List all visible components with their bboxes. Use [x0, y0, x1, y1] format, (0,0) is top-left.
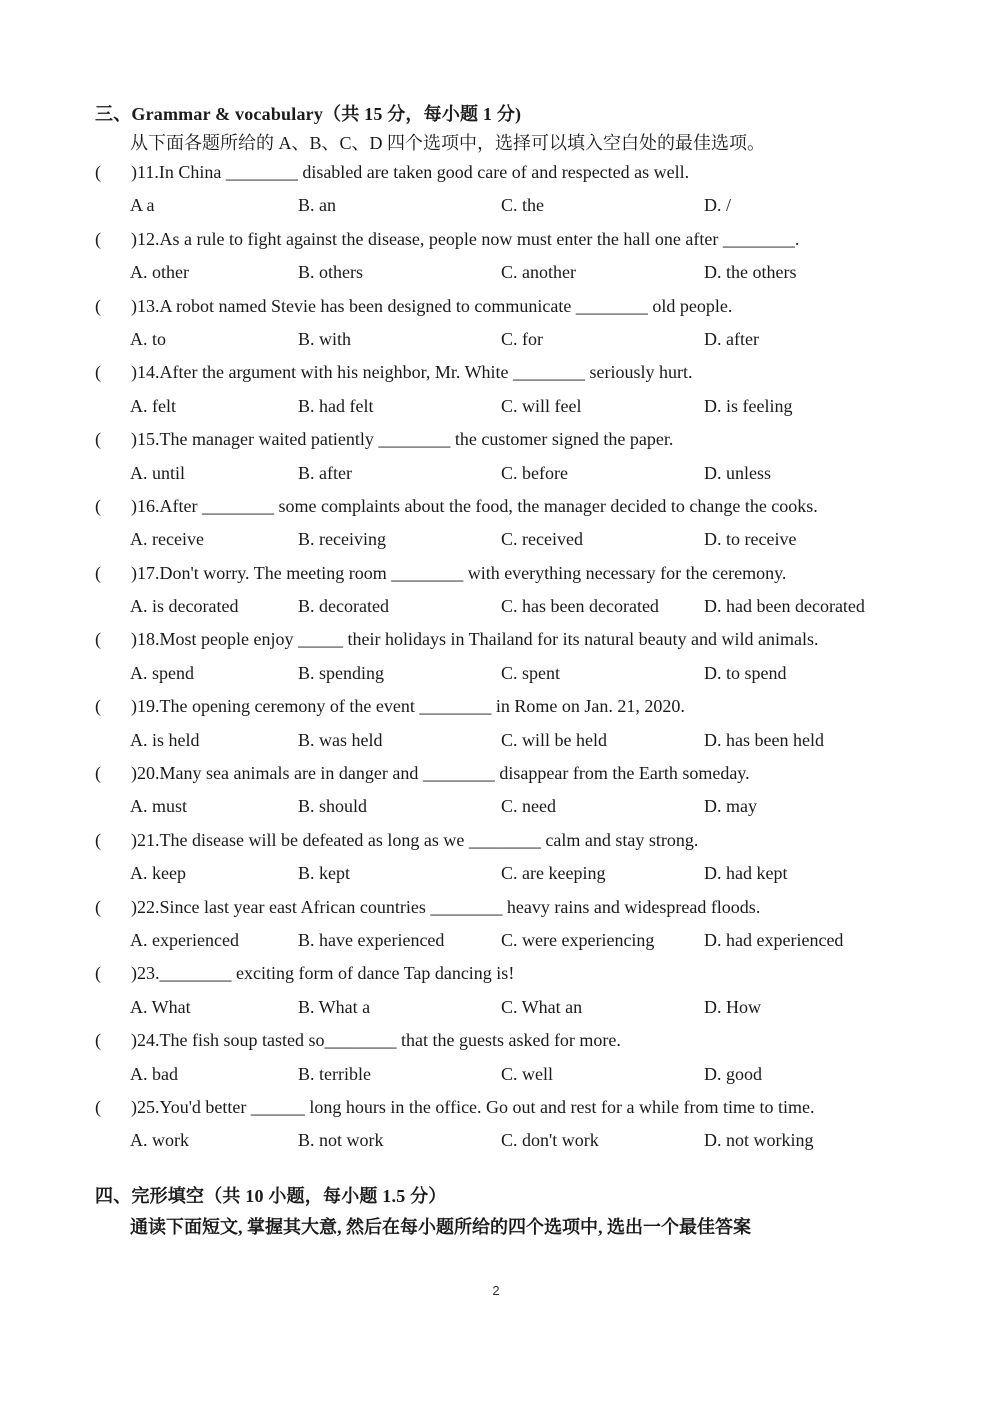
option-c: C. for [501, 328, 543, 349]
question-15-options [0, 461, 992, 494]
answer-blank: ( [95, 1030, 101, 1051]
option-d: D. How [704, 996, 761, 1017]
answer-blank: ( [95, 896, 101, 917]
question-17-stem [0, 561, 992, 594]
question-text: )19.The opening ceremony of the event ________ in Rome on Jan. 21, 2020. [131, 696, 685, 717]
question-text: )22.Since last year east African countries ________ heavy rains and widespread floods. [131, 896, 761, 917]
question-17-options [0, 594, 992, 627]
section-3-title: 三、Grammar & vocabulary（共 15 分，每小题 1 分) [95, 104, 522, 124]
option-b: B. terrible [298, 1063, 371, 1084]
question-16-stem [0, 494, 992, 527]
question-14-stem [0, 360, 992, 393]
question-text: )20.Many sea animals are in danger and ________ disappear from the Earth someday. [131, 763, 750, 784]
question-text: )11.In China ________ disabled are taken good care of and respected as well. [131, 162, 690, 182]
answer-blank: ( [95, 963, 101, 984]
option-b: B. decorated [298, 596, 389, 617]
option-c: C. are keeping [501, 863, 606, 884]
question-22-stem [0, 895, 992, 928]
question-18-stem [0, 627, 992, 660]
option-c: C. were experiencing [501, 929, 655, 950]
option-d: D. had been decorated [704, 596, 865, 617]
option-b: B. should [298, 796, 368, 817]
option-b: B. had felt [298, 395, 374, 416]
option-c: C. before [501, 462, 568, 483]
question-15-stem [0, 427, 992, 460]
answer-blank: ( [95, 763, 101, 784]
option-d: D. to spend [704, 662, 787, 683]
question-text: )21.The disease will be defeated as long as we ________ calm and stay strong. [131, 829, 699, 850]
question-24-stem [0, 1028, 992, 1061]
question-12-stem [0, 227, 992, 260]
option-d: D. the others [704, 262, 797, 283]
question-13-stem [0, 294, 992, 327]
question-16-options [0, 527, 992, 560]
answer-blank: ( [95, 629, 101, 650]
question-text: )15.The manager waited patiently ________ the customer signed the paper. [131, 429, 674, 450]
option-a: A. must [130, 796, 188, 817]
question-20-options [0, 794, 992, 827]
option-c: C. received [501, 529, 583, 550]
question-11-stem [0, 160, 992, 193]
option-a: A. keep [130, 863, 186, 884]
option-b: B. after [298, 462, 352, 483]
answer-blank: ( [95, 1096, 101, 1117]
answer-blank: ( [95, 562, 101, 583]
option-d: D. after [704, 328, 759, 349]
option-b: B. kept [298, 863, 350, 884]
option-a: A a [130, 195, 155, 216]
answer-blank: ( [95, 295, 101, 316]
option-c: C. What an [501, 996, 583, 1017]
option-b: B. spending [298, 662, 385, 683]
answer-blank: ( [95, 696, 101, 717]
option-d: D. not working [704, 1130, 814, 1151]
option-d: D. has been held [704, 729, 824, 750]
option-b: B. with [298, 328, 352, 349]
question-text: )13.A robot named Stevie has been designed to communicate ________ old people. [131, 295, 733, 316]
option-a: A. What [130, 996, 191, 1017]
option-c: C. well [501, 1063, 553, 1084]
option-c: C. spent [501, 662, 561, 683]
option-a: A. other [130, 262, 189, 283]
option-a: A. work [130, 1130, 189, 1151]
question-text: )24.The fish soup tasted so________ that the guests asked for more. [131, 1030, 621, 1051]
question-13-options [0, 327, 992, 360]
answer-blank: ( [95, 495, 101, 516]
option-b: B. have experienced [298, 929, 445, 950]
option-c: C. will feel [501, 395, 582, 416]
option-d: D. may [704, 796, 757, 817]
option-c: C. the [501, 195, 544, 216]
option-a: A. felt [130, 395, 176, 416]
question-18-options [0, 661, 992, 694]
question-14-options [0, 394, 992, 427]
section-4-instruction: 通读下面短文, 掌握其大意, 然后在每小题所给的四个选项中, 选出一个最佳答案 [130, 1217, 751, 1237]
option-c: C. will be held [501, 729, 607, 750]
section-4-title: 四、完形填空（共 10 小题，每小题 1.5 分） [95, 1186, 447, 1206]
answer-blank: ( [95, 228, 101, 249]
option-b: B. receiving [298, 529, 386, 550]
question-23-stem [0, 961, 992, 994]
question-25-options [0, 1128, 992, 1161]
option-d: D. to receive [704, 529, 797, 550]
option-a: A. until [130, 462, 186, 483]
question-11-options [0, 193, 992, 226]
option-a: A. is decorated [130, 596, 239, 617]
question-text: )25.You'd better ______ long hours in the office. Go out and rest for a while from time to time. [131, 1096, 815, 1117]
page-number: 2 [492, 1283, 500, 1298]
option-a: A. receive [130, 529, 204, 550]
option-c: C. another [501, 262, 576, 283]
question-20-stem [0, 761, 992, 794]
option-b: B. others [298, 262, 363, 283]
question-21-options [0, 861, 992, 894]
question-22-options [0, 928, 992, 961]
question-24-options [0, 1062, 992, 1095]
option-a: A. is held [130, 729, 200, 750]
question-text: )16.After ________ some complaints about the food, the manager decided to change the cooks. [131, 495, 818, 516]
option-b: B. What a [298, 996, 371, 1017]
question-text: )17.Don't worry. The meeting room ________ with everything necessary for the ceremony. [131, 562, 787, 583]
question-text: )18.Most people enjoy _____ their holidays in Thailand for its natural beauty and wild animals. [131, 629, 819, 650]
option-c: C. need [501, 796, 556, 817]
question-25-stem [0, 1095, 992, 1128]
option-d: D. unless [704, 462, 771, 483]
option-b: B. was held [298, 729, 383, 750]
answer-blank: ( [95, 829, 101, 850]
question-12-options [0, 260, 992, 293]
question-text: )14.After the argument with his neighbor, Mr. White ________ seriously hurt. [131, 362, 693, 383]
option-c: C. has been decorated [501, 596, 659, 617]
question-19-stem [0, 694, 992, 727]
section-3-instruction: 从下面各题所给的 A、B、C、D 四个选项中，选择可以填入空白处的最佳选项。 [130, 133, 766, 153]
option-c: C. don't work [501, 1130, 599, 1151]
option-a: A. to [130, 328, 166, 349]
answer-blank: ( [95, 162, 101, 182]
question-text: )23.________ exciting form of dance Tap dancing is! [131, 963, 515, 984]
option-d: D. had experienced [704, 929, 844, 950]
answer-blank: ( [95, 429, 101, 450]
question-text: )12.As a rule to fight against the disease, people now must enter the hall one after ________. [131, 228, 800, 249]
option-b: B. not work [298, 1130, 384, 1151]
question-list [0, 160, 992, 1162]
option-d: D. had kept [704, 863, 788, 884]
option-d: D. good [704, 1063, 762, 1084]
option-b: B. an [298, 195, 336, 216]
option-a: A. bad [130, 1063, 178, 1084]
option-d: D. / [704, 195, 731, 216]
option-a: A. experienced [130, 929, 239, 950]
question-21-stem [0, 828, 992, 861]
option-a: A. spend [130, 662, 194, 683]
question-19-options [0, 728, 992, 761]
answer-blank: ( [95, 362, 101, 383]
option-d: D. is feeling [704, 395, 793, 416]
question-23-options [0, 995, 992, 1028]
